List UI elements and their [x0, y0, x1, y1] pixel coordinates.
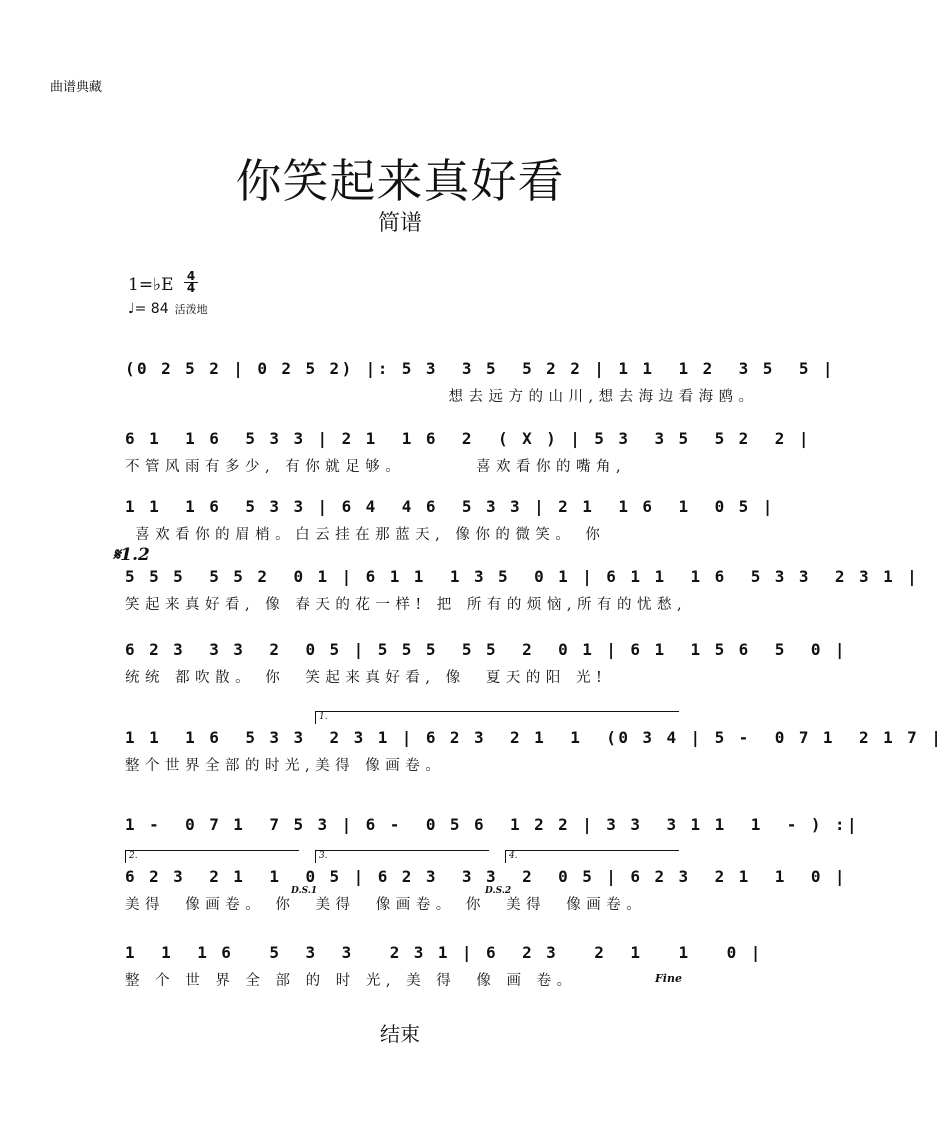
- volta-1: 1.: [315, 711, 679, 724]
- volta-4: 4.: [505, 850, 679, 863]
- fine-mark: Fine: [655, 972, 682, 985]
- score-row-1: [125, 356, 835, 414]
- row-lyrics: 整个世界全部的时光,美得 像画卷。: [125, 758, 446, 774]
- key-signature: 1=♭E: [128, 275, 174, 295]
- ending-text: 结束: [380, 1022, 420, 1046]
- row-notes: 1 1 1 6 5 3 3 | 6 4 4 6 5 3 3 | 2 1 1 6 1 0 5 |: [125, 497, 775, 516]
- row-lyrics: 统统 都吹散。 你 笑起来真好看, 像 夏天的阳 光!: [125, 670, 608, 686]
- subtitle: 简谱: [377, 211, 422, 236]
- row-lyrics: 想去远方的山川,想去海边看海鸥。: [125, 389, 759, 405]
- tempo: [128, 301, 208, 317]
- header-label: 曲谱典藏: [50, 80, 103, 95]
- quarter-note-icon: ♩: [128, 301, 135, 317]
- row-notes: 6 1 1 6 5 3 3 | 2 1 1 6 2 ( X ) | 5 3 3 5 5 2 2 |: [125, 429, 811, 448]
- time-signature-bottom: 4: [186, 281, 196, 295]
- ds-mark-2: D.S.2: [485, 886, 512, 896]
- segno-sign: 𝄋1.2: [113, 545, 150, 565]
- score-row-6: [125, 712, 943, 783]
- row-notes: 5 5 5 5 5 2 0 1 | 6 1 1 1 3 5 0 1 | 6 1 1 1 6 5 3 3 2 3 1 |: [125, 567, 920, 586]
- row-notes: 6 2 3 2 1 1 0 5 | 6 2 3 3 3 2 0 5 | 6 2 3 2 1 1 0 |: [125, 867, 847, 886]
- row-lyrics: 美得 像画卷。 你 美得 像画卷。 你 美得 像画卷。: [125, 897, 647, 913]
- song-title: 你笑起来真好看: [235, 154, 565, 208]
- row-notes: 1 - 0 7 1 7 5 3 | 6 - 0 5 6 1 2 2 | 3 3 3 1 1 1 - ) :|: [125, 815, 860, 834]
- score-row-4: [125, 564, 920, 622]
- score-row-9: [125, 940, 763, 998]
- row-notes: (0 2 5 2 | 0 2 5 2) |: 5 3 3 5 5 2 2 | 1 1 1 2 3 5 5 |: [125, 359, 835, 378]
- volta-2: 2.: [125, 850, 299, 863]
- row-lyrics: 整 个 世 界 全 部 的 时 光, 美 得 像 画 卷。: [125, 973, 577, 989]
- score-row-8: [125, 851, 847, 922]
- row-notes: 1 1 1 6 5 3 3 2 3 1 | 6 2 3 2 1 1 (0 3 4 | 5 - 0 7 1 2 1 7 |: [125, 728, 943, 747]
- row-notes: 6 2 3 3 3 2 0 5 | 5 5 5 5 5 2 0 1 | 6 1 1 5 6 5 0 |: [125, 640, 847, 659]
- row-lyrics: 笑起来真好看, 像 春天的花一样! 把 所有的烦恼,所有的忧愁,: [125, 597, 688, 613]
- time-signature: [184, 271, 198, 294]
- volta-3: 3.: [315, 850, 489, 863]
- row-lyrics: 不管风雨有多少, 有你就足够。 喜欢看你的嘴角,: [125, 459, 627, 475]
- tempo-value: = 84: [134, 301, 169, 317]
- row-notes: 1 1 1 6 5 3 3 2 3 1 | 6 2 3 2 1 1 0 |: [125, 943, 763, 962]
- row-lyrics: 喜欢看你的眉梢。白云挂在那蓝天, 像你的微笑。 你: [125, 527, 606, 543]
- score-row-2: [125, 426, 811, 484]
- score-row-3: [125, 494, 775, 552]
- ds-mark-1: D.S.1: [291, 886, 318, 896]
- score-row-5: [125, 637, 847, 695]
- tempo-marking: 活泼地: [174, 303, 208, 316]
- time-signature-top: 4: [186, 269, 196, 283]
